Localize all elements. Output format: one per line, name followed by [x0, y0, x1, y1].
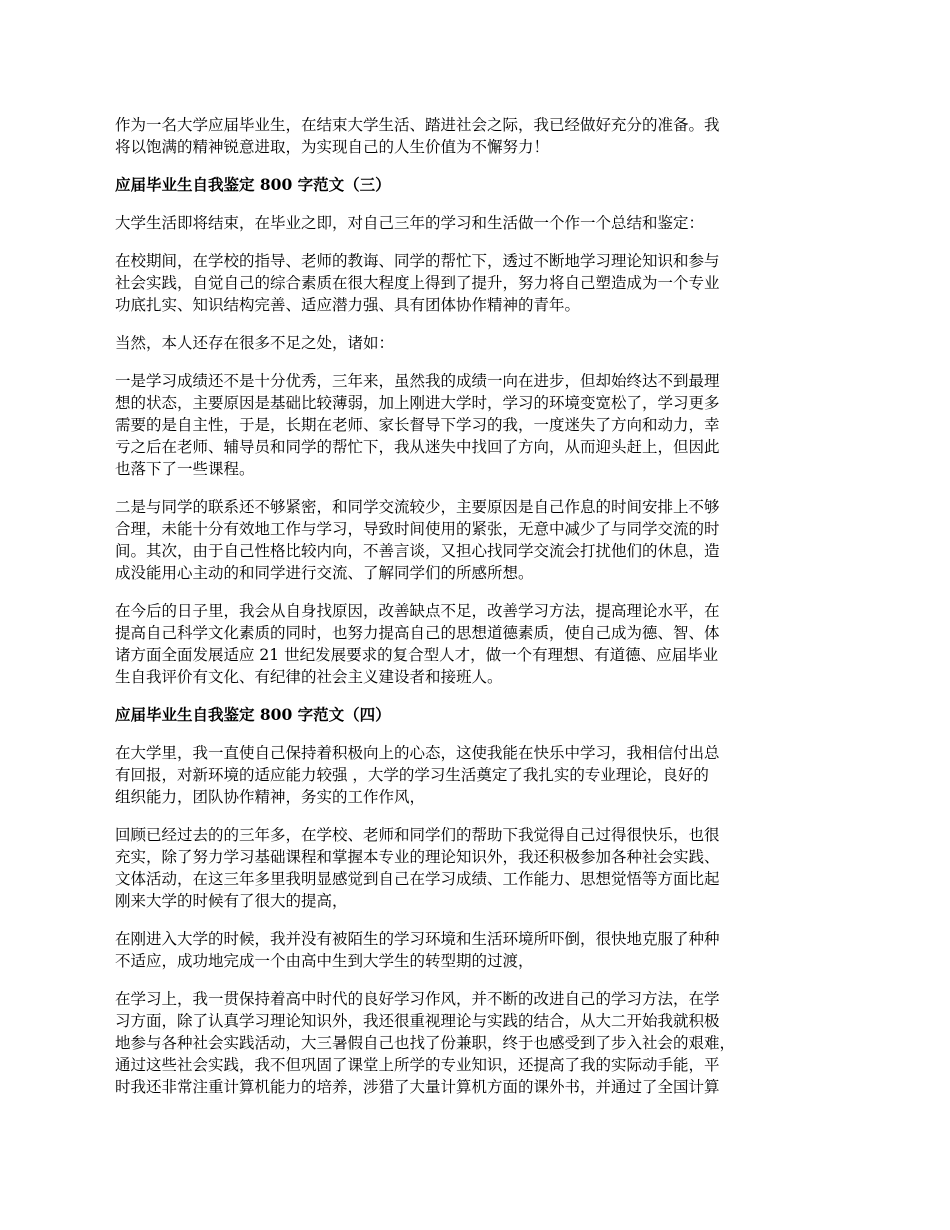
text-line: 间。其次，由于自己性格比较内向，不善言谈，又担心找同学交流会打扰他们的休息，造 — [115, 542, 720, 560]
paragraph — [115, 250, 847, 316]
text-line: 组织能力，团队协作精神，务实的工作作风， — [115, 788, 426, 806]
text-line: 合理，未能十分有效地工作与学习，导致时间使用的紧张，无意中减少了与同学交流的时 — [115, 520, 720, 538]
paragraph — [115, 600, 847, 688]
text-line: 想的状态，主要原因是基础比较薄弱，加上刚进大学时，学习的环境变宽松了，学习更多 — [115, 394, 720, 412]
text-line: 回顾已经过去的的三年多，在学校、老师和同学们的帮助下我觉得自己过得很快乐，也很 — [115, 826, 720, 844]
text-line: 诸方面全面发展适应 21 世纪发展要求的复合型人才，做一个有理想、有道德、应届毕业 — [115, 646, 719, 664]
paragraph — [115, 928, 847, 972]
text-line: 也落下了一些课程。 — [115, 460, 255, 478]
paragraph — [115, 988, 847, 1098]
paragraph — [115, 114, 847, 158]
paragraph — [115, 332, 847, 354]
text-line: 作为一名大学应届毕业生，在结束大学生活、踏进社会之际，我已经做好充分的准备。我 — [115, 116, 720, 134]
text-line: 大学生活即将结束，在毕业之即，对自己三年的学习和生活做一个作一个总结和鉴定： — [115, 214, 705, 232]
text-line: 通过这些社会实践，我不但巩固了课堂上所学的专业知识，还提高了我的实际动手能，平 — [115, 1056, 720, 1074]
section-heading: 应届毕业生自我鉴定 800 字范文（三） — [115, 175, 391, 194]
text-line: 时我还非常注重计算机能力的培养，涉猎了大量计算机方面的课外书，并通过了全国计算 — [115, 1078, 720, 1096]
text-line: 充实，除了努力学习基础课程和掌握本专业的理论知识外，我还积极参加各种社会实践、 — [115, 848, 720, 866]
text-line: 习方面，除了认真学习理论知识外，我还很重视理论与实践的结合，从大二开始我就积极 — [115, 1012, 720, 1030]
text-line: 地参与各种社会实践活动，大三暑假自己也找了份兼职，终于也感受到了步入社会的艰难， — [115, 1034, 736, 1052]
text-line: 文体活动，在这三年多里我明显感觉到自己在学习成绩、工作能力、思想觉悟等方面比起 — [115, 870, 720, 888]
text-line: 二是与同学的联系还不够紧密，和同学交流较少，主要原因是自己作息的时间安排上不够 — [115, 498, 720, 516]
text-line: 一是学习成绩还不是十分优秀，三年来，虽然我的成绩一向在进步，但却始终达不到最理 — [115, 372, 720, 390]
text-line: 需要的是自主性，于是，长期在老师、家长督导下学习的我，一度迷失了方向和动力，幸 — [115, 416, 720, 434]
paragraph — [115, 370, 847, 480]
text-line: 在刚进入大学的时候，我并没有被陌生的学习环境和生活环境所吓倒，很快地克服了种种 — [115, 930, 720, 948]
text-line: 在校期间，在学校的指导、老师的教诲、同学的帮忙下，透过不断地学习理论知识和参与 — [115, 252, 720, 270]
text-line: 亏之后在老师、辅导员和同学的帮忙下，我从迷失中找回了方向，从而迎头赶上，但因此 — [115, 438, 720, 456]
paragraph — [115, 824, 847, 912]
document-page — [115, 114, 847, 1114]
text-line: 生自我评价有文化、有纪律的社会主义建设者和接班人。 — [115, 668, 503, 686]
text-line: 在今后的日子里，我会从自身找原因，改善缺点不足，改善学习方法，提高理论水平，在 — [115, 602, 720, 620]
text-line: 不适应，成功地完成一个由高中生到大学生的转型期的过渡， — [115, 952, 534, 970]
text-line: 提高自己科学文化素质的同时，也努力提高自己的思想道德素质，使自己成为德、智、体 — [115, 624, 720, 642]
paragraph — [115, 496, 847, 584]
text-line: 有回报，对新环境的适应能力较强 ，大学的学习生活奠定了我扎实的专业理论，良好的 — [115, 766, 709, 784]
text-line: 社会实践，自觉自己的综合素质在很大程度上得到了提升，努力将自己塑造成为一个专业 — [115, 274, 720, 292]
section-heading: 应届毕业生自我鉴定 800 字范文（四） — [115, 705, 391, 724]
text-line: 当然，本人还存在很多不足之处，诸如： — [115, 334, 395, 352]
paragraph — [115, 742, 847, 808]
text-line: 将以饱满的精神锐意进取，为实现自己的人生价值为不懈努力！ — [115, 138, 550, 156]
text-line: 刚来大学的时候有了很大的提高， — [115, 892, 348, 910]
text-line: 在学习上，我一贯保持着高中时代的良好学习作风，并不断的改进自己的学习方法，在学 — [115, 990, 720, 1008]
paragraph — [115, 212, 847, 234]
text-line: 功底扎实、知识结构完善、适应潜力强、具有团体协作精神的青年。 — [115, 296, 581, 314]
text-line: 成没能用心主动的和同学进行交流、了解同学们的所感所想。 — [115, 564, 534, 582]
text-line: 在大学里，我一直使自己保持着积极向上的心态，这使我能在快乐中学习，我相信付出总 — [115, 744, 720, 762]
